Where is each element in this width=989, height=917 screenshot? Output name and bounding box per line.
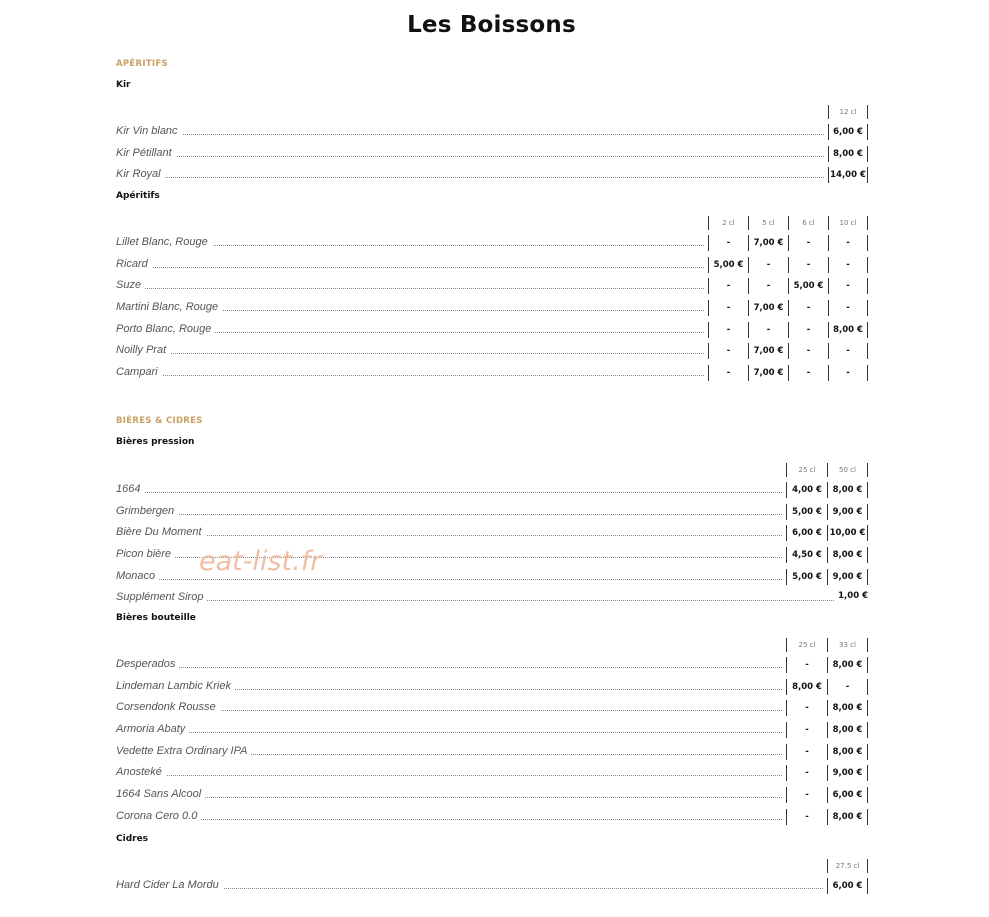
dotted-leader: [116, 667, 782, 668]
menu-item-price: 4,00 €: [786, 482, 827, 498]
size-header-cell: 10 cl: [828, 216, 868, 230]
menu-item-price: 8,00 €: [827, 744, 868, 760]
group-title-bieres-pression: Bières pression: [116, 437, 195, 447]
menu-item-row: [116, 762, 868, 784]
menu-item-name: Supplément Sirop: [116, 591, 207, 603]
menu-item-price: 8,00 €: [827, 700, 868, 716]
menu-item-name: Desperados: [116, 658, 179, 670]
menu-item-price: 8,00 €: [828, 322, 868, 338]
menu-item-price: 8,00 €: [827, 657, 868, 673]
group-title-bieres-bouteille: Bières bouteille: [116, 613, 196, 623]
menu-item-price: 6,00 €: [828, 124, 868, 140]
menu-item-price: 6,00 €: [786, 525, 827, 541]
menu-item-row: [116, 143, 868, 165]
menu-item-name: Vedette Extra Ordinary IPA: [116, 745, 251, 757]
menu-item-price: -: [786, 809, 827, 825]
menu-item-name: Suze: [116, 279, 145, 291]
size-header-row: [116, 457, 868, 479]
menu-item-price: -: [708, 343, 748, 359]
size-header-cell: 2 cl: [708, 216, 748, 230]
dotted-leader: [116, 535, 782, 536]
menu-item-price: -: [828, 278, 868, 294]
menu-item-name: Corsendonk Rousse: [116, 701, 220, 713]
size-header-cell: 12 cl: [828, 105, 868, 119]
menu-item-row: [116, 741, 868, 763]
menu-item-price: 9,00 €: [827, 504, 868, 520]
menu-item-price: 8,00 €: [786, 679, 827, 695]
section-title-aperitifs: APÉRITIFS: [116, 59, 168, 69]
menu-item-price: -: [788, 300, 828, 316]
menu-item-price: -: [788, 322, 828, 338]
menu-item-price: 5,00 €: [708, 257, 748, 273]
menu-item-price: 9,00 €: [827, 569, 868, 585]
menu-item-name: 1664 Sans Alcool: [116, 788, 205, 800]
menu-item-price: -: [786, 744, 827, 760]
menu-item-name: Monaco: [116, 570, 159, 582]
menu-item-row: [116, 254, 868, 276]
menu-item-name: Corona Cero 0.0: [116, 810, 201, 822]
menu-item-price: 6,00 €: [827, 787, 868, 803]
menu-item-name: 1664: [116, 483, 144, 495]
size-header-cell: 50 cl: [827, 463, 868, 477]
size-header-row: [116, 632, 868, 654]
size-header-row: [116, 853, 868, 875]
menu-item-price: 8,00 €: [827, 547, 868, 563]
menu-item-name: Kir Vin blanc: [116, 125, 182, 137]
dotted-leader: [116, 375, 704, 376]
menu-item-name: Anosteké: [116, 766, 166, 778]
size-header-cell: 6 cl: [788, 216, 828, 230]
price-table-kir: [116, 99, 868, 186]
dotted-leader: [116, 156, 824, 157]
dotted-leader: [116, 775, 782, 776]
menu-item-price: -: [708, 235, 748, 251]
menu-item-price: -: [828, 235, 868, 251]
menu-item-name: Bière Du Moment: [116, 526, 206, 538]
menu-item-name: Martini Blanc, Rouge: [116, 301, 222, 313]
menu-item-price: -: [786, 722, 827, 738]
dotted-leader: [116, 492, 782, 493]
menu-item-price: -: [708, 278, 748, 294]
menu-item-price: 4,50 €: [786, 547, 827, 563]
dotted-leader: [116, 579, 782, 580]
menu-item-price: -: [788, 365, 828, 381]
menu-item-row: [116, 319, 868, 341]
menu-item-row: [116, 806, 868, 828]
dotted-leader: [116, 353, 704, 354]
menu-item-name: Kir Royal: [116, 168, 165, 180]
page-title: Les Boissons: [407, 12, 576, 38]
dotted-leader: [116, 600, 834, 601]
group-title-cidres: Cidres: [116, 834, 149, 844]
menu-item-row: [116, 719, 868, 741]
menu-item-price: 9,00 €: [827, 765, 868, 781]
menu-item-row: [116, 362, 868, 384]
price-table-cidres: [116, 853, 868, 897]
price-table-aperitifs: [116, 210, 868, 384]
menu-item-name: Kir Pétillant: [116, 147, 176, 159]
menu-item-price: -: [788, 235, 828, 251]
size-header-cell: 25 cl: [786, 638, 827, 652]
menu-item-price: 5,00 €: [786, 569, 827, 585]
menu-item-name: Lillet Blanc, Rouge: [116, 236, 212, 248]
menu-item-price: -: [748, 278, 788, 294]
menu-item-row: [116, 479, 868, 501]
price-table-bieres-pression: [116, 457, 868, 609]
menu-item-price: 8,00 €: [827, 722, 868, 738]
menu-item-row: [116, 522, 868, 544]
menu-item-price: 1,00 €: [835, 591, 868, 601]
menu-item-price: 8,00 €: [827, 809, 868, 825]
menu-item-price: 10,00 €: [827, 525, 868, 541]
dotted-leader: [116, 797, 782, 798]
group-title-aperitifs: Apéritifs: [116, 191, 160, 201]
menu-item-price: 7,00 €: [748, 365, 788, 381]
size-header-row: [116, 99, 868, 121]
menu-item-price: 7,00 €: [748, 300, 788, 316]
menu-item-price: -: [748, 257, 788, 273]
dotted-leader: [116, 267, 704, 268]
menu-item-price: -: [786, 657, 827, 673]
menu-item-row: [116, 501, 868, 523]
menu-item-price: 14,00 €: [828, 167, 868, 183]
menu-item-name: Porto Blanc, Rouge: [116, 323, 215, 335]
dotted-leader: [116, 514, 782, 515]
menu-item-price: -: [788, 343, 828, 359]
menu-item-row: [116, 297, 868, 319]
menu-item-price: -: [827, 679, 868, 695]
menu-item-price: -: [748, 322, 788, 338]
dotted-leader: [116, 732, 782, 733]
menu-item-price: -: [708, 365, 748, 381]
dotted-leader: [116, 134, 824, 135]
menu-item-price: -: [828, 300, 868, 316]
menu-item-price: 8,00 €: [828, 146, 868, 162]
menu-item-row: [116, 275, 868, 297]
menu-item-row: [116, 340, 868, 362]
menu-item-price: 5,00 €: [788, 278, 828, 294]
menu-item-name: Picon bière: [116, 548, 175, 560]
size-header-cell: 25 cl: [786, 463, 827, 477]
group-title-kir: Kir: [116, 80, 131, 90]
size-header-cell: 33 cl: [827, 638, 868, 652]
dotted-leader: [116, 288, 704, 289]
menu-item-price: 7,00 €: [748, 235, 788, 251]
menu-item-name: Hard Cider La Mordu: [116, 879, 223, 891]
menu-item-row: [116, 784, 868, 806]
section-title-bieres-cidres: BIÈRES & CIDRES: [116, 416, 203, 426]
price-table-bieres-bouteille: [116, 632, 868, 828]
menu-item-row: [116, 654, 868, 676]
menu-item-price: 7,00 €: [748, 343, 788, 359]
menu-item-name: Campari: [116, 366, 162, 378]
menu-item-price: -: [828, 365, 868, 381]
menu-item-row: [116, 232, 868, 254]
menu-item-price: -: [786, 787, 827, 803]
menu-item-name: Armoria Abaty: [116, 723, 189, 735]
size-header-cell: 5 cl: [748, 216, 788, 230]
menu-item-row: [116, 697, 868, 719]
menu-item-row: [116, 676, 868, 698]
menu-item-row: [116, 164, 868, 186]
watermark: eat-list.fr: [199, 546, 322, 577]
menu-item-price: 5,00 €: [786, 504, 827, 520]
menu-item-price: -: [708, 322, 748, 338]
menu-item-price: -: [828, 257, 868, 273]
menu-item-price: -: [708, 300, 748, 316]
menu-item-row: [116, 875, 868, 897]
menu-item-row: [116, 121, 868, 143]
menu-item-name: Grimbergen: [116, 505, 178, 517]
dotted-leader: [116, 177, 824, 178]
menu-item-price: -: [788, 257, 828, 273]
size-header-cell: 27.5 cl: [827, 859, 868, 873]
size-header-row: [116, 210, 868, 232]
menu-item-name: Lindeman Lambic Kriek: [116, 680, 235, 692]
menu-item-name: Ricard: [116, 258, 152, 270]
menu-item-price: 8,00 €: [827, 482, 868, 498]
dotted-leader: [116, 819, 782, 820]
menu-item-name: Noilly Prat: [116, 344, 170, 356]
menu-item-price: -: [828, 343, 868, 359]
menu-item-price: -: [786, 700, 827, 716]
menu-item-price: -: [786, 765, 827, 781]
menu-item-row-supplement: [116, 587, 868, 609]
menu-item-price: 6,00 €: [827, 878, 868, 894]
